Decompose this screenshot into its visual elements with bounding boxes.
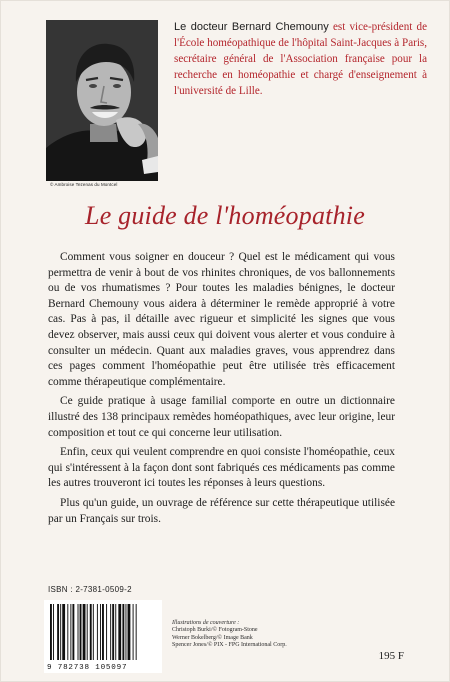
barcode-bar bbox=[128, 604, 131, 660]
barcode-digits: 9 782738 105097 bbox=[47, 664, 128, 672]
barcode-bar bbox=[110, 604, 111, 660]
barcode-bar bbox=[72, 604, 74, 660]
book-title: Le guide de l'homéopathie bbox=[85, 201, 365, 230]
barcode-bar bbox=[60, 604, 61, 660]
author-name: Le docteur Bernard Chemouny bbox=[174, 21, 329, 33]
barcode-bar bbox=[122, 604, 124, 660]
cover-credit-line: Christoph Burki/© Fotogram-Stone bbox=[172, 627, 258, 634]
description-paragraph: Ce guide pratique à usage familial comporte en outre un dictionnaire illustré des 138 principaux remèdes homéopathiques, avec leur origine, leur composition et tout ce qui concerne leur utilisation. bbox=[48, 395, 395, 439]
barcode-bar bbox=[67, 604, 68, 660]
barcode-bar bbox=[57, 604, 59, 660]
cover-credits-title: Illustrations de couverture : bbox=[172, 620, 240, 626]
cover-credits bbox=[172, 620, 372, 650]
barcode-bar bbox=[83, 604, 86, 660]
barcode-bars bbox=[44, 600, 162, 662]
barcode-bar bbox=[100, 604, 101, 660]
cover-credit-line: Werner Bokelberg/© Image Bank bbox=[172, 634, 253, 641]
barcode-bar bbox=[112, 604, 114, 660]
author-description: est vice-président de l'École homéopathique de l'hôpital Saint-Jacques à Paris, secrétaire général de l'Association française pour la recherche en homéopathie et chargé d'enseignement à l'université de Lille. bbox=[174, 21, 427, 97]
barcode-bar bbox=[97, 604, 98, 660]
barcode-bar bbox=[102, 604, 104, 660]
book-description bbox=[48, 250, 395, 531]
barcode-bar bbox=[80, 604, 82, 660]
barcode-bar bbox=[93, 604, 94, 660]
description-paragraph: Comment vous soigner en douceur ? Quel est le médicament qui vous permettra de venir à bout de vos rhinites chroniques, de vos ballonnements ou de vos rhumatismes ? Pour toutes les maladies bénignes, le docteur Bernard Chemouny vous aidera à déterminer le remède approprié à votre cas. Pas à pas, il détaille avec rigueur et simplicité les signes que vous devez observer, mais aussi ceux qui doivent vous alerter et vous conduire à consulter un médecin. Quant aux maladies graves, vous apprendrez dans ces pages comment l'homéopathie peut être utilisée très efficacement comme thérapeutique complémentaire. bbox=[48, 251, 395, 388]
barcode-bar bbox=[62, 604, 65, 660]
barcode-bar bbox=[118, 604, 121, 660]
barcode-bar bbox=[136, 604, 137, 660]
barcode-bar bbox=[78, 604, 79, 660]
barcode-bar bbox=[90, 604, 92, 660]
description-paragraph: Plus qu'un guide, un ouvrage de référence sur cette thérapeutique utilisée par un Français sur trois. bbox=[48, 496, 395, 525]
barcode-bar bbox=[53, 604, 54, 660]
barcode-bar bbox=[125, 604, 126, 660]
author-photo bbox=[46, 20, 158, 181]
barcode-bar bbox=[87, 604, 88, 660]
barcode-bar bbox=[50, 604, 52, 660]
barcode-bar bbox=[106, 604, 107, 660]
barcode-bar bbox=[115, 604, 116, 660]
barcode bbox=[44, 600, 162, 673]
barcode-bar bbox=[70, 604, 71, 660]
description-paragraph: Enfin, ceux qui veulent comprendre en quoi consiste l'homéopathie, ceux qui s'intéressent à la façon dont sont fabriqués ces médicaments pas comme les autres trouveront ici toutes les réponses à leurs questions. bbox=[48, 446, 395, 490]
barcode-bar bbox=[133, 604, 134, 660]
photo-credit: © Ambroise Tezenas du Montcel bbox=[50, 182, 118, 187]
cover-credit-line: Spencer Jones/© PIX - FPG International Corp. bbox=[172, 642, 287, 649]
author-bio bbox=[174, 19, 427, 99]
isbn: ISBN : 2-7381-0509-2 bbox=[48, 585, 132, 594]
price: 195 F bbox=[378, 650, 404, 662]
